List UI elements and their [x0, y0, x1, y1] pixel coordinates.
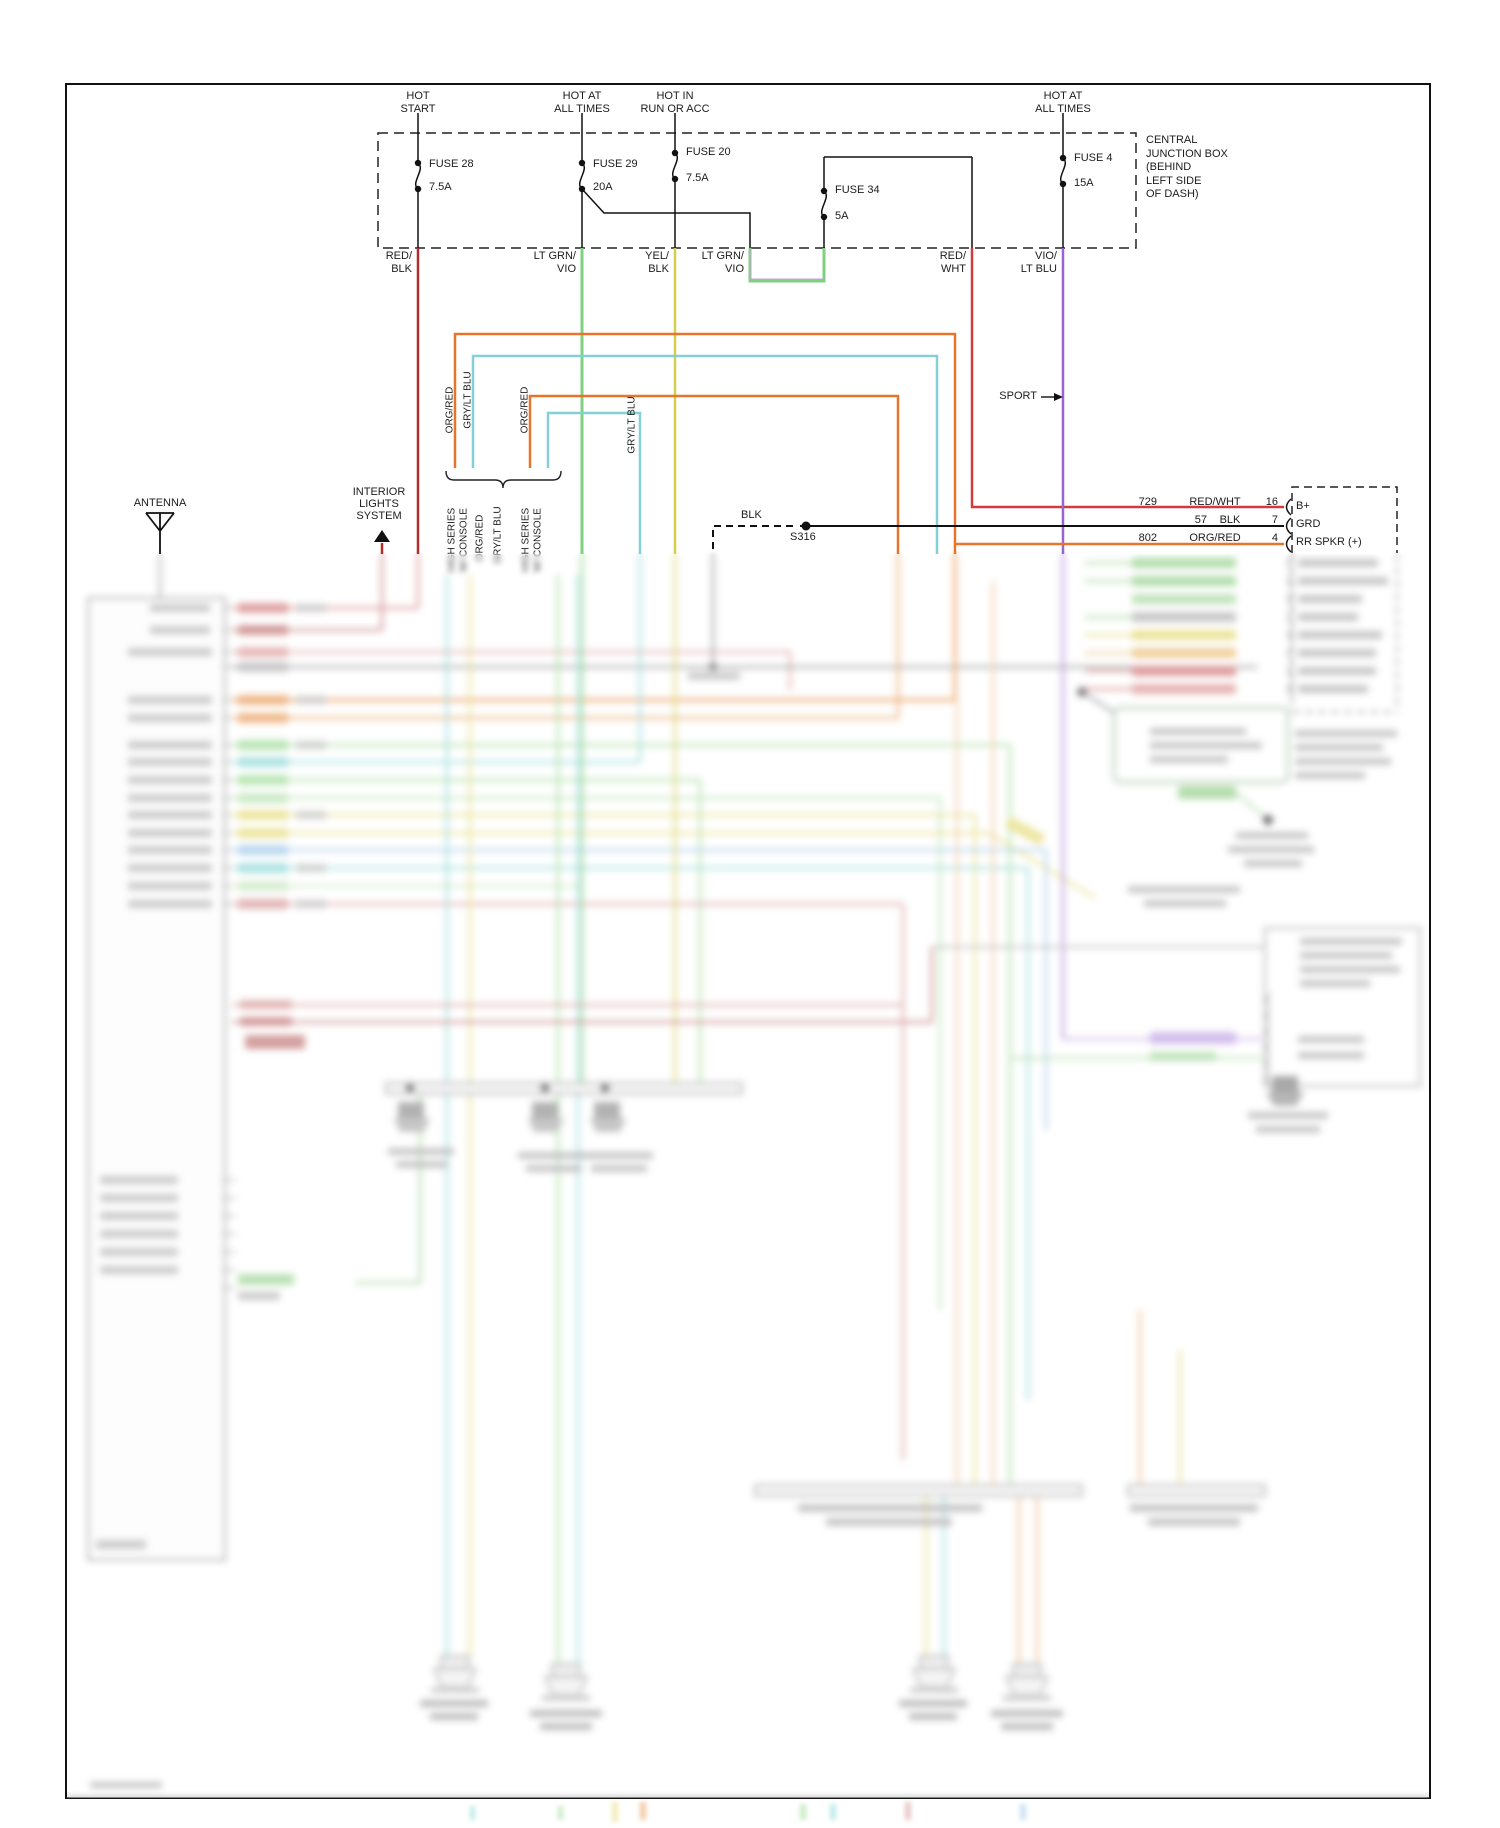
branch-wire-label: ORG/RED: [444, 386, 456, 434]
wire-label: VIO: [557, 263, 576, 275]
blk-label: BLK: [741, 509, 762, 521]
pin-number: 4: [1271, 532, 1278, 544]
wire-label: VIO: [725, 263, 744, 275]
fuse-label: FUSE 34: [835, 184, 880, 196]
wire-label: LT BLU: [1020, 263, 1057, 275]
wire-label: VIO/: [1034, 250, 1057, 262]
fuse-28-symbol: [416, 163, 421, 189]
interior-lights-label: SYSTEM: [356, 510, 402, 522]
wire-red-wht: [972, 248, 1284, 507]
sport-arrow-icon: [1054, 393, 1063, 401]
pin-number: 7: [1271, 514, 1278, 526]
wire-label: BLK: [391, 263, 412, 275]
interior-lights-label: LIGHTS: [359, 498, 399, 510]
console-label: W/ CONSOLE: [458, 508, 470, 572]
branch-wire-label: ORG/RED: [519, 386, 531, 434]
wire-label: YEL/: [645, 250, 669, 262]
fuse-4-symbol: [1061, 158, 1066, 184]
branch-wire-label: GRY/LT BLU: [492, 506, 504, 564]
fuse-label: FUSE 29: [593, 158, 638, 170]
wire-label: LT GRN/: [701, 250, 744, 262]
junction-box-label: [1146, 134, 1228, 202]
junction-box-line: OF DASH): [1146, 188, 1199, 200]
wire-lt-grn-vio-loop: [750, 248, 824, 281]
sport-label: SPORT: [999, 390, 1037, 402]
splice-label: S316: [790, 531, 816, 543]
wire-color: ORG/RED: [1189, 532, 1241, 544]
pin-name: RR SPKR (+): [1296, 536, 1362, 548]
junction-box-line: CENTRAL: [1146, 134, 1198, 146]
wire-label: RED/: [385, 250, 412, 262]
wire-label: LT GRN/: [533, 250, 576, 262]
fuse-amps: 7.5A: [429, 181, 452, 193]
fuse-amps: 15A: [1074, 177, 1094, 189]
circuit-number: 57: [1194, 514, 1207, 526]
junction-box-line: (BEHIND: [1146, 161, 1192, 173]
fuse-29-symbol: [580, 163, 585, 189]
pin-name: B+: [1296, 500, 1310, 512]
feed-header: ALL TIMES: [554, 103, 610, 115]
wire-color: RED/WHT: [1189, 496, 1241, 508]
fuse-label: FUSE 28: [429, 158, 474, 170]
branch-wire-label: GRY/LT BLU: [462, 371, 474, 429]
junction-box-line: LEFT SIDE: [1146, 174, 1202, 187]
wire-blk-dashed: [713, 526, 793, 554]
fuse-label: FUSE 4: [1074, 152, 1113, 164]
pin-number: 16: [1265, 496, 1278, 508]
fuse-34-symbol: [822, 191, 827, 217]
feed-header: RUN OR ACC: [640, 103, 710, 115]
feed-header: HOT AT: [1043, 90, 1083, 102]
console-label: W/ CONSOLE: [532, 508, 544, 572]
up-arrow-icon: [374, 530, 390, 542]
branch-wire-label: GRY/LT BLU: [626, 396, 638, 454]
feed-header: HOT: [406, 90, 430, 102]
interior-lights-label: INTERIOR: [352, 486, 406, 498]
brace: [446, 471, 561, 488]
fuse-20-symbol: [673, 153, 678, 179]
feed-header: ALL TIMES: [1035, 103, 1091, 115]
central-junction-box: [378, 133, 1136, 248]
antenna-icon: [146, 513, 174, 554]
feed-header: HOT IN: [656, 90, 694, 102]
fuse-amps: 5A: [835, 210, 849, 222]
fuse-label: FUSE 20: [686, 146, 731, 158]
page-border: [66, 84, 1430, 1798]
antenna-label: ANTENNA: [133, 497, 187, 509]
circuit-number: 729: [1138, 496, 1157, 508]
wire-label: RED/: [939, 250, 966, 262]
splice-dot-s316: [802, 522, 811, 531]
circuit-number: 802: [1138, 532, 1157, 544]
wire-color: BLK: [1219, 514, 1241, 526]
junction-box-line: JUNCTION BOX: [1146, 147, 1228, 160]
fuse-symbols: [416, 153, 1066, 217]
fuse-terminal-dots: [415, 150, 1066, 220]
connector-pin-arcs: [1287, 499, 1292, 552]
feed-header: START: [400, 103, 436, 115]
wire-label: BLK: [648, 263, 669, 275]
wire-label: WHT: [940, 263, 966, 275]
fuse-amps: 20A: [593, 181, 613, 193]
pin-name: GRD: [1296, 518, 1321, 530]
fuse-amps: 7.5A: [686, 172, 709, 184]
feed-header: HOT AT: [562, 90, 602, 102]
series-label: HIGH SERIES: [520, 507, 532, 573]
branch-wire-label: ORG/RED: [474, 514, 486, 562]
series-label: HIGH SERIES: [446, 507, 458, 573]
